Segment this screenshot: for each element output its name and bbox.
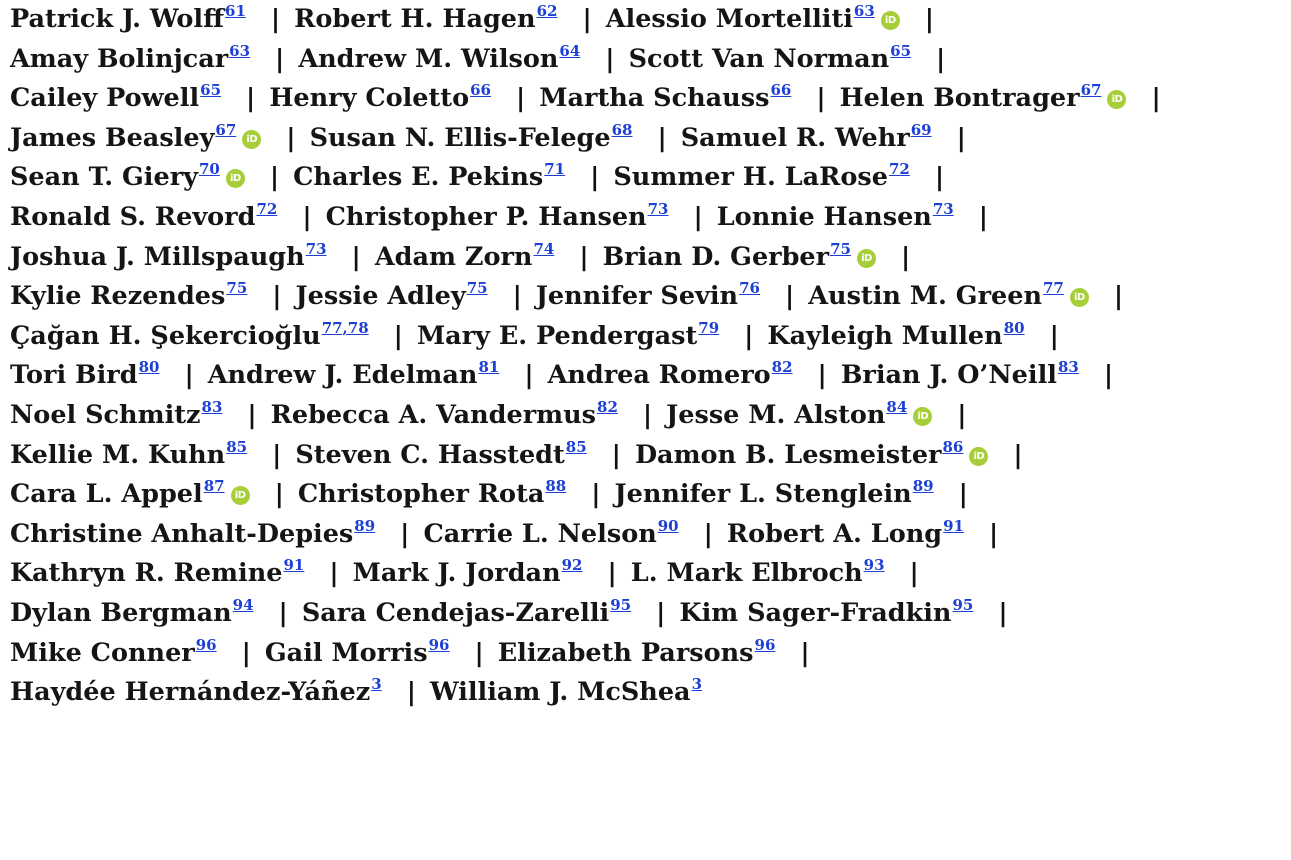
affiliation-link[interactable]: 90: [657, 516, 679, 535]
author-entry: [10, 558, 304, 588]
author-entry: [613, 162, 909, 192]
author-name: Tori Bird: [10, 360, 138, 391]
author-name: Amay Bolinjcar: [10, 43, 229, 74]
author-name: Helen Bontrager: [839, 83, 1080, 114]
author-line: [10, 277, 1285, 317]
author-separator: |: [269, 162, 280, 193]
author-separator: |: [642, 399, 653, 430]
author-entry: [10, 83, 221, 113]
author-separator: |: [590, 162, 600, 193]
author-entry: [270, 397, 618, 430]
author-entry: [548, 360, 793, 390]
author-separator: |: [272, 281, 282, 312]
affiliation-link[interactable]: 70: [198, 160, 220, 179]
author-name: Mary E. Pendergast: [416, 320, 698, 351]
affiliation-link[interactable]: 3: [691, 675, 703, 694]
orcid-icon[interactable]: iD: [242, 130, 261, 149]
author-name: Scott Van Norman: [628, 43, 890, 74]
affiliation-link[interactable]: 3: [371, 675, 382, 694]
affiliation-link[interactable]: 84: [886, 397, 908, 416]
author-entry: [301, 595, 632, 628]
author-name: Dylan Bergman: [10, 597, 232, 628]
affiliation-link[interactable]: 77,78: [321, 318, 369, 337]
author-line: [10, 436, 1285, 476]
author-separator: |: [524, 360, 534, 391]
author-separator: |: [274, 479, 284, 510]
author-name: Jesse M. Alston: [666, 399, 886, 430]
orcid-icon[interactable]: iD: [1107, 90, 1126, 109]
author-line: [10, 356, 1285, 396]
author-entry: [808, 281, 1089, 311]
author-entry: [539, 83, 791, 113]
author-entry: [679, 595, 974, 628]
author-line: [10, 40, 1285, 80]
author-name: Andrea Romero: [547, 360, 771, 391]
affiliation-link[interactable]: 77: [1043, 279, 1064, 298]
affiliation-link[interactable]: 85: [226, 437, 248, 456]
author-separator: |: [1113, 281, 1124, 312]
author-separator: |: [1103, 360, 1114, 391]
author-name: Patrick J. Wolff: [10, 4, 225, 34]
affiliation-link[interactable]: 68: [611, 120, 633, 139]
author-name: Mark J. Jordan: [352, 558, 561, 589]
author-name: Kellie M. Kuhn: [10, 439, 226, 470]
affiliation-link[interactable]: 83: [1057, 358, 1079, 377]
affiliation-link[interactable]: 82: [597, 397, 618, 416]
affiliation-link[interactable]: 65: [200, 81, 222, 100]
author-name: Henry Coletto: [269, 83, 470, 114]
author-separator: |: [988, 518, 999, 549]
author-list: [10, 0, 1285, 713]
author-entry: [264, 635, 450, 668]
author-name: Christopher P. Hansen: [325, 201, 647, 232]
author-entry: [634, 437, 988, 470]
author-entry: [416, 318, 720, 351]
author-entry: [10, 199, 278, 232]
author-separator: |: [270, 4, 281, 34]
author-line: [10, 158, 1285, 198]
orcid-icon[interactable]: iD: [231, 486, 250, 505]
author-separator: |: [393, 320, 403, 351]
author-entry: [309, 120, 633, 153]
author-separator: |: [400, 518, 410, 549]
author-separator: |: [605, 43, 615, 74]
affiliation-link[interactable]: 66: [470, 81, 491, 100]
author-separator: |: [272, 439, 282, 470]
author-separator: |: [924, 4, 935, 34]
author-separator: |: [286, 122, 296, 153]
affiliation-link[interactable]: 96: [195, 635, 217, 654]
affiliation-link[interactable]: 62: [536, 2, 558, 20]
affiliation-link[interactable]: 61: [225, 2, 246, 20]
author-name: Brian D. Gerber: [602, 241, 830, 272]
orcid-icon[interactable]: iD: [969, 447, 988, 466]
affiliation-link[interactable]: 76: [739, 279, 760, 298]
author-entry: [10, 4, 246, 34]
affiliation-link[interactable]: 80: [138, 358, 160, 377]
affiliation-link[interactable]: 63: [229, 41, 251, 60]
author-line: [10, 673, 1285, 713]
author-separator: |: [657, 122, 667, 153]
author-line: [10, 515, 1285, 555]
author-name: Christine Anhalt-Depies: [10, 518, 354, 549]
author-line: [10, 238, 1285, 278]
author-name: Austin M. Green: [808, 281, 1042, 312]
author-separator: |: [958, 479, 968, 510]
author-separator: |: [1049, 320, 1059, 351]
affiliation-link[interactable]: 69: [910, 120, 932, 139]
author-entry: [10, 677, 382, 707]
author-name: Çağan H. Şekercioğlu: [10, 320, 321, 351]
author-separator: |: [784, 281, 795, 312]
author-name: Kayleigh Mullen: [767, 320, 1003, 351]
author-separator: |: [936, 43, 946, 74]
author-entry: [680, 120, 932, 153]
orcid-icon[interactable]: iD: [226, 169, 245, 188]
author-entry: [208, 360, 500, 390]
author-name: Adam Zorn: [374, 241, 533, 272]
affiliation-link[interactable]: 74: [533, 239, 555, 258]
affiliation-link[interactable]: 80: [1003, 318, 1025, 337]
author-name: Charles E. Pekins: [293, 162, 544, 193]
author-line: [10, 396, 1285, 436]
author-separator: |: [351, 241, 361, 272]
author-separator: |: [1013, 439, 1023, 470]
author-entry: [10, 41, 251, 74]
author-entry: [293, 162, 565, 192]
author-entry: [10, 120, 261, 153]
author-separator: |: [816, 83, 826, 114]
author-name: Jennifer Sevin: [535, 281, 739, 312]
author-entry: [430, 677, 702, 707]
author-name: Sean T. Giery: [10, 162, 198, 193]
author-entry: [10, 516, 376, 549]
author-name: Susan N. Ellis-Felege: [309, 122, 611, 153]
author-name: Robert A. Long: [726, 518, 943, 549]
author-separator: |: [474, 637, 484, 668]
author-separator: |: [241, 637, 251, 668]
affiliation-link[interactable]: 87: [203, 477, 225, 496]
affiliation-link[interactable]: 75: [226, 279, 248, 298]
affiliation-link[interactable]: 89: [912, 477, 934, 496]
author-name: Cara L. Appel: [10, 479, 203, 510]
author-separator: |: [900, 241, 911, 272]
affiliation-link[interactable]: 67: [1080, 81, 1102, 100]
author-name: Steven C. Hasstedt: [295, 439, 565, 470]
author-separator: |: [329, 558, 339, 589]
author-name: Brian J. O’Neill: [840, 360, 1057, 391]
author-separator: |: [582, 4, 592, 34]
author-entry: [726, 516, 964, 549]
author-line: [10, 317, 1285, 357]
author-separator: |: [693, 201, 703, 232]
affiliation-link[interactable]: 82: [771, 358, 793, 377]
author-entry: [423, 516, 679, 549]
affiliation-link[interactable]: 83: [201, 397, 223, 416]
author-entry: [269, 83, 491, 113]
affiliation-link[interactable]: 86: [942, 437, 964, 456]
author-name: Kathryn R. Remine: [10, 558, 283, 589]
affiliation-link[interactable]: 92: [561, 556, 583, 575]
author-name: William J. McShea: [429, 677, 691, 708]
author-separator: |: [275, 43, 285, 74]
author-line: [10, 475, 1285, 515]
author-name: Cailey Powell: [10, 83, 200, 114]
author-name: Kim Sager-Fradkin: [679, 597, 952, 628]
author-separator: |: [278, 597, 288, 628]
author-entry: [10, 635, 217, 668]
author-entry: [767, 318, 1025, 351]
author-name: Joshua J. Millspaugh: [10, 241, 305, 272]
author-name: Elizabeth Parsons: [497, 637, 754, 668]
affiliation-link[interactable]: 67: [215, 120, 237, 139]
author-entry: [10, 595, 254, 628]
author-name: Noel Schmitz: [10, 399, 201, 430]
author-entry: [10, 318, 369, 351]
author-line: [10, 0, 1285, 40]
author-line: [10, 119, 1285, 159]
author-entry: [606, 4, 900, 34]
orcid-icon[interactable]: iD: [881, 11, 900, 30]
author-name: L. Mark Elbroch: [630, 558, 863, 589]
affiliation-link[interactable]: 63: [853, 2, 875, 20]
author-separator: |: [512, 281, 522, 312]
author-name: Alessio Mortelliti: [605, 4, 853, 34]
author-separator: |: [744, 320, 754, 351]
affiliation-link[interactable]: 96: [428, 635, 450, 654]
affiliation-link[interactable]: 94: [232, 595, 254, 614]
author-entry: [628, 41, 912, 74]
author-line: [10, 79, 1285, 119]
author-line: [10, 634, 1285, 674]
author-name: Summer H. LaRose: [613, 162, 888, 193]
author-entry: [10, 360, 159, 390]
affiliation-link[interactable]: 65: [890, 41, 912, 60]
affiliation-link[interactable]: 81: [478, 358, 500, 377]
affiliation-link[interactable]: 75: [830, 239, 851, 258]
affiliation-link[interactable]: 91: [283, 556, 305, 575]
author-separator: |: [998, 597, 1008, 628]
author-name: Carrie L. Nelson: [423, 518, 657, 549]
author-name: Mike Conner: [10, 637, 195, 668]
affiliation-link[interactable]: 91: [943, 516, 964, 535]
author-name: Jennifer L. Stenglein: [614, 479, 912, 510]
author-entry: [353, 558, 583, 588]
author-entry: [10, 281, 247, 311]
author-entry: [374, 239, 555, 272]
author-entry: [497, 635, 776, 668]
orcid-icon[interactable]: iD: [913, 407, 932, 426]
affiliation-link[interactable]: 88: [545, 477, 567, 496]
affiliation-link[interactable]: 95: [952, 595, 974, 614]
affiliation-link[interactable]: 95: [610, 595, 632, 614]
author-name: Kylie Rezendes: [10, 281, 226, 312]
author-separator: |: [607, 558, 617, 589]
author-entry: [841, 360, 1079, 390]
author-separator: |: [1151, 83, 1161, 114]
author-entry: [325, 199, 669, 232]
author-separator: |: [978, 201, 988, 232]
orcid-icon[interactable]: iD: [1070, 288, 1089, 307]
affiliation-link[interactable]: 73: [647, 199, 669, 218]
author-separator: |: [184, 360, 194, 391]
author-separator: |: [957, 399, 967, 430]
author-name: Christopher Rota: [297, 479, 545, 510]
author-entry: [10, 479, 250, 509]
author-separator: |: [656, 597, 666, 628]
author-name: Samuel R. Wehr: [680, 122, 910, 153]
author-entry: [631, 558, 885, 588]
author-separator: |: [302, 201, 312, 232]
affiliation-link[interactable]: 96: [754, 635, 776, 654]
author-entry: [295, 437, 587, 470]
affiliation-link[interactable]: 72: [256, 199, 278, 218]
author-separator: |: [246, 83, 256, 114]
author-entry: [602, 239, 876, 272]
author-separator: |: [817, 360, 827, 391]
author-separator: |: [934, 162, 945, 193]
affiliation-link[interactable]: 75: [466, 279, 488, 298]
author-name: Sara Cendejas-Zarelli: [301, 597, 610, 628]
author-entry: [10, 162, 245, 192]
author-entry: [716, 199, 954, 232]
affiliation-link[interactable]: 85: [565, 437, 587, 456]
author-entry: [666, 397, 932, 430]
affiliation-link[interactable]: 73: [305, 239, 327, 258]
author-line: [10, 554, 1285, 594]
author-name: Robert H. Hagen: [294, 4, 536, 34]
author-name: James Beasley: [10, 122, 215, 153]
author-separator: |: [703, 518, 713, 549]
author-entry: [298, 41, 581, 74]
author-separator: |: [515, 83, 526, 114]
author-name: Damon B. Lesmeister: [634, 439, 942, 470]
affiliation-link[interactable]: 89: [354, 516, 376, 535]
author-entry: [536, 281, 760, 311]
affiliation-link[interactable]: 71: [544, 160, 566, 179]
author-entry: [840, 83, 1127, 113]
author-line: [10, 198, 1285, 238]
author-entry: [10, 397, 223, 430]
author-name: Ronald S. Revord: [10, 201, 256, 232]
author-name: Gail Morris: [264, 637, 428, 668]
affiliation-link[interactable]: 72: [888, 160, 910, 179]
affiliation-link[interactable]: 64: [559, 41, 581, 60]
author-entry: [298, 479, 566, 509]
author-separator: |: [406, 677, 416, 708]
author-name: Andrew M. Wilson: [298, 43, 559, 74]
author-separator: |: [247, 399, 257, 430]
author-separator: |: [579, 241, 589, 272]
author-line: [10, 594, 1285, 634]
author-name: Jessie Adley: [295, 281, 466, 312]
affiliation-link[interactable]: 79: [698, 318, 720, 337]
author-entry: [10, 437, 248, 470]
author-separator: |: [909, 558, 919, 589]
author-name: Lonnie Hansen: [716, 201, 932, 232]
author-separator: |: [800, 637, 810, 668]
orcid-icon[interactable]: iD: [857, 249, 876, 268]
author-name: Martha Schauss: [539, 83, 770, 114]
author-separator: |: [611, 439, 621, 470]
author-entry: [615, 479, 934, 509]
affiliation-link[interactable]: 93: [863, 556, 885, 575]
author-name: Andrew J. Edelman: [207, 360, 478, 391]
author-name: Rebecca A. Vandermus: [270, 399, 597, 430]
affiliation-link[interactable]: 73: [932, 199, 954, 218]
affiliation-link[interactable]: 66: [770, 81, 792, 100]
author-name: Haydée Hernández-Yáñez: [10, 677, 371, 708]
author-entry: [10, 239, 327, 272]
author-separator: |: [591, 479, 601, 510]
author-separator: |: [956, 122, 966, 153]
author-entry: [296, 281, 488, 311]
author-entry: [294, 4, 557, 34]
